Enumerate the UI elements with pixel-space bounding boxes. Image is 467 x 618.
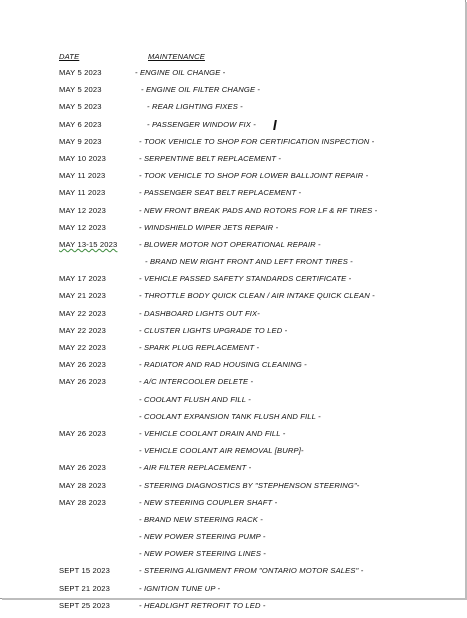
log-row	[59, 360, 449, 377]
log-date: MAY 21 2023	[59, 291, 106, 301]
log-date: MAY 26 2023	[59, 428, 106, 438]
log-row	[59, 549, 449, 566]
log-item: - WINDSHIELD WIPER JETS REPAIR -	[139, 222, 279, 232]
log-date: MAY 22 2023	[59, 308, 106, 318]
log-row	[59, 291, 449, 308]
log-date: MAY 6 2023	[59, 119, 102, 129]
log-row	[59, 206, 449, 223]
log-row	[59, 377, 449, 394]
log-item: - NEW FRONT BREAK PADS AND ROTORS FOR LF & RF TIRES -	[139, 205, 378, 215]
log-item: - CLUSTER LIGHTS UPGRADE TO LED -	[139, 325, 288, 335]
log-row	[59, 257, 449, 274]
log-item: - ENGINE OIL FILTER CHANGE -	[141, 85, 261, 95]
log-item: - ENGINE OIL CHANGE -	[135, 68, 226, 77]
log-item: - BRAND NEW STEERING RACK -	[139, 514, 263, 524]
log-row	[59, 601, 449, 618]
log-item: - DASHBOARD LIGHTS OUT FIX-	[139, 308, 260, 318]
log-date: MAY 26 2023	[59, 360, 106, 370]
log-date: MAY 26 2023	[59, 463, 106, 473]
log-row	[59, 171, 449, 188]
log-date: MAY 12 2023	[59, 205, 106, 215]
log-item: - A/C INTERCOOLER DELETE -	[139, 377, 254, 387]
log-date: MAY 13-15 2023	[59, 239, 118, 249]
log-item: - REAR LIGHTING FIXES -	[147, 102, 243, 112]
log-item: - VEHICLE COOLANT AIR REMOVAL [BURP]-	[139, 446, 304, 456]
log-row	[59, 343, 449, 360]
log-row	[59, 188, 449, 205]
log-item: - THROTTLE BODY QUICK CLEAN / AIR INTAKE QUICK CLEAN -	[139, 291, 375, 301]
log-item: - VEHICLE PASSED SAFETY STANDARDS CERTIFICATE -	[139, 274, 352, 284]
text-cursor-icon	[273, 120, 277, 130]
log-item: - TOOK VEHICLE TO SHOP FOR CERTIFICATION INSPECTION -	[139, 136, 375, 146]
log-item: - NEW POWER STEERING PUMP -	[139, 532, 266, 542]
maintenance-column-header: MAINTENANCE	[148, 52, 205, 61]
log-item: - IGNITION TUNE UP -	[139, 583, 221, 593]
log-date: MAY 12 2023	[59, 222, 106, 232]
log-date: MAY 22 2023	[59, 325, 106, 335]
log-row	[59, 498, 449, 515]
log-date: MAY 5 2023	[59, 68, 102, 77]
log-item: - VEHICLE COOLANT DRAIN AND FILL -	[139, 428, 286, 438]
log-item: - COOLANT EXPANSION TANK FLUSH AND FILL -	[139, 411, 321, 421]
log-row	[59, 309, 449, 326]
log-date: SEPT 15 2023	[59, 566, 111, 576]
log-date: MAY 28 2023	[59, 480, 106, 490]
log-item: - PASSENGER SEAT BELT REPLACEMENT -	[139, 188, 302, 198]
log-date: MAY 11 2023	[59, 188, 106, 198]
log-item: - TOOK VEHICLE TO SHOP FOR LOWER BALLJOINT REPAIR -	[139, 171, 369, 181]
log-row	[59, 429, 449, 446]
log-row	[59, 154, 449, 171]
maintenance-log	[59, 52, 449, 618]
log-row	[59, 274, 449, 291]
log-row	[59, 326, 449, 343]
log-item: - SPARK PLUG REPLACEMENT -	[139, 343, 260, 352]
log-row	[59, 85, 449, 102]
log-row	[59, 481, 449, 498]
log-item: - BLOWER MOTOR NOT OPERATIONAL REPAIR -	[139, 239, 321, 249]
log-date: SEPT 21 2023	[59, 583, 111, 593]
log-item: - BRAND NEW RIGHT FRONT AND LEFT FRONT TIRES -	[145, 257, 353, 267]
date-column-header: DATE	[59, 52, 80, 61]
log-date: MAY 5 2023	[59, 102, 102, 112]
log-date: MAY 10 2023	[59, 153, 106, 163]
log-item: - NEW STEERING COUPLER SHAFT -	[139, 497, 278, 507]
log-date: SEPT 25 2023	[59, 600, 111, 610]
log-date: MAY 26 2023	[59, 377, 106, 387]
log-item: - PASSENGER WINDOW FIX -	[147, 119, 256, 129]
log-row	[59, 120, 449, 137]
log-row	[59, 515, 449, 532]
log-date: MAY 9 2023	[59, 136, 102, 146]
log-item: - SERPENTINE BELT REPLACEMENT -	[139, 153, 282, 163]
log-row	[59, 566, 449, 583]
log-row	[59, 137, 449, 154]
log-item: - HEADLIGHT RETROFIT TO LED -	[139, 600, 266, 610]
column-header-row	[59, 52, 449, 68]
log-row	[59, 223, 449, 240]
log-row	[59, 532, 449, 549]
log-row	[59, 395, 449, 412]
log-row	[59, 68, 449, 85]
log-item: - COOLANT FLUSH AND FILL -	[139, 394, 251, 404]
log-item: - STEERING ALIGNMENT FROM "ONTARIO MOTOR SALES" -	[139, 566, 364, 576]
log-date: MAY 17 2023	[59, 274, 106, 284]
log-row	[59, 446, 449, 463]
log-date: MAY 22 2023	[59, 343, 106, 352]
log-date: MAY 11 2023	[59, 171, 106, 181]
log-item: - NEW POWER STEERING LINES -	[139, 549, 266, 559]
log-date: MAY 5 2023	[59, 85, 102, 95]
log-item: - RADIATOR AND RAD HOUSING CLEANING -	[139, 360, 307, 370]
log-date: MAY 28 2023	[59, 497, 106, 507]
log-row	[59, 240, 449, 257]
log-row	[59, 463, 449, 480]
log-item: - STEERING DIAGNOSTICS BY "STEPHENSON STEERING"-	[139, 480, 360, 490]
log-row	[59, 102, 449, 119]
log-rows	[59, 68, 449, 618]
log-item: - AIR FILTER REPLACEMENT -	[139, 463, 252, 473]
log-row	[59, 412, 449, 429]
